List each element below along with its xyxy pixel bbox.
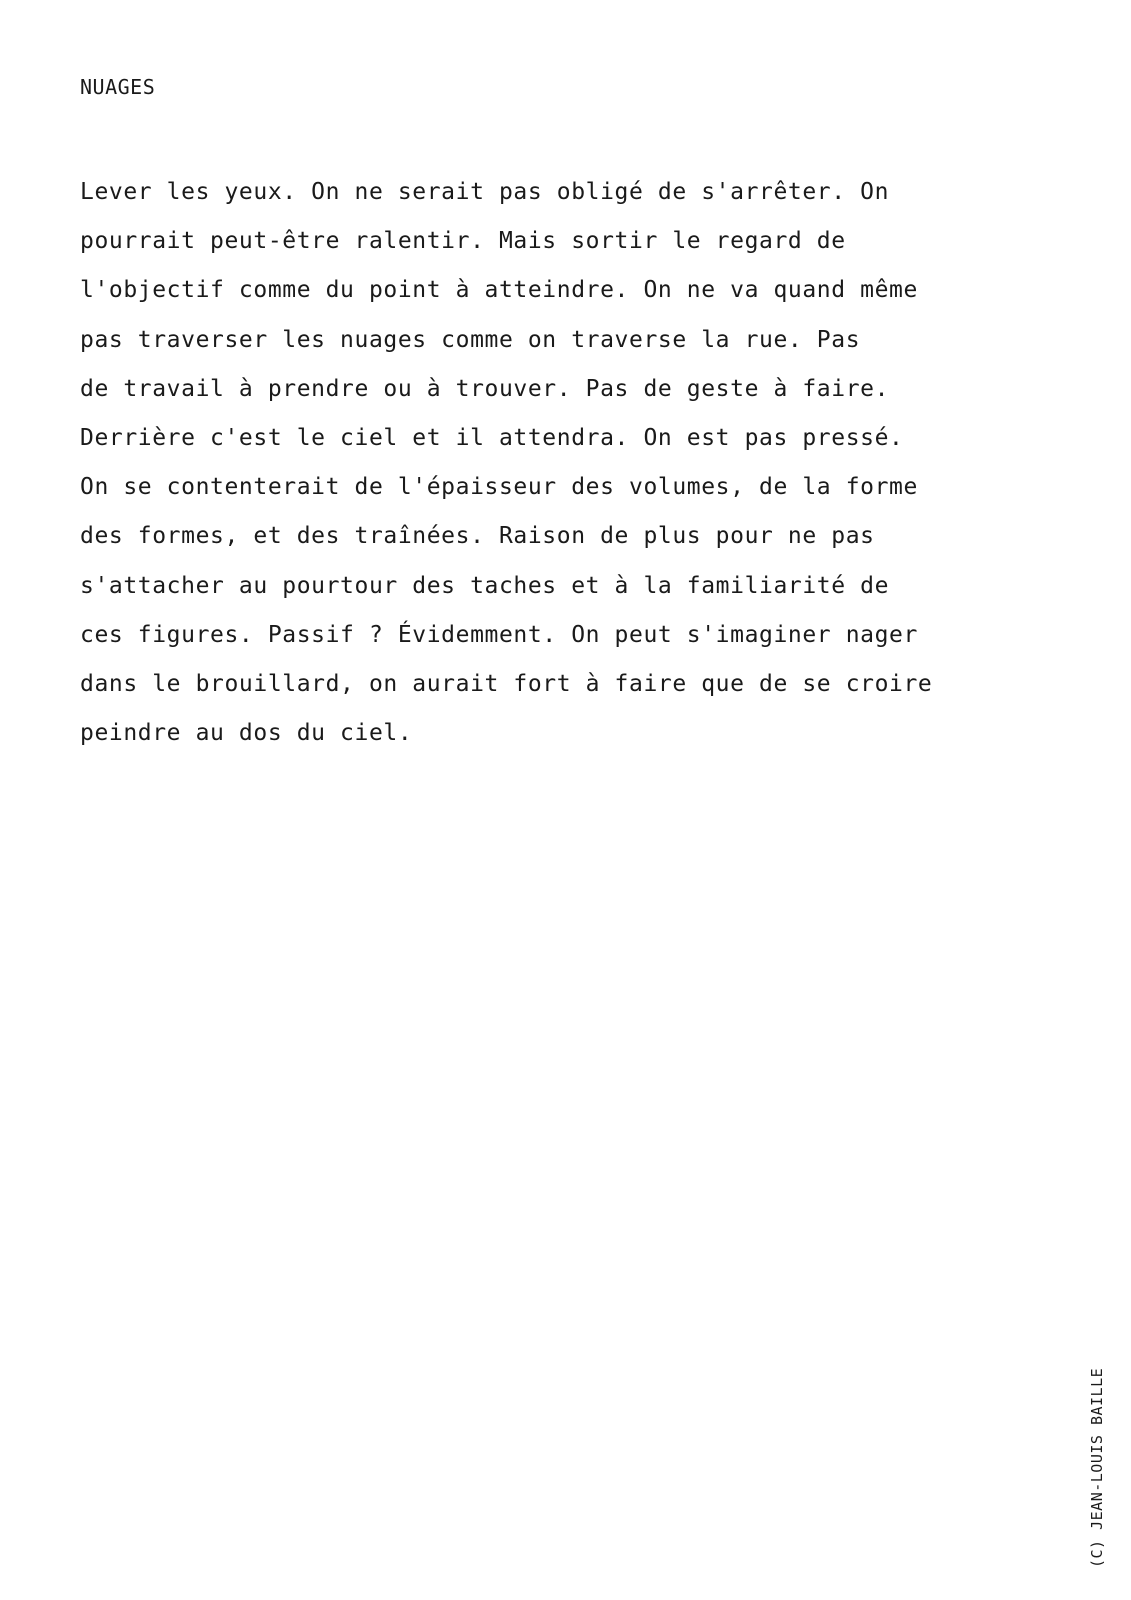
text-line: des formes, et des traînées. Raison de plus pour ne pas: [80, 523, 875, 550]
text-line: pourrait peut-être ralentir. Mais sortir le regard de: [80, 228, 846, 255]
text-line: On se contenterait de l'épaisseur des volumes, de la forme: [80, 474, 918, 501]
text-line: s'attacher au pourtour des taches et à la familiarité de: [80, 572, 890, 599]
document-title: NUAGES: [80, 75, 156, 99]
text-line: pas traverser les nuages comme on traverse la rue. Pas: [80, 326, 861, 353]
text-line: Lever les yeux. On ne serait pas obligé de s'arrêter. On: [80, 179, 890, 205]
text-line: peindre au dos du ciel.: [80, 720, 413, 747]
text-line: l'objectif comme du point à atteindre. On ne va quand même: [80, 277, 918, 304]
text-line: ces figures. Passif ? Évidemment. On peut s'imaginer nager: [80, 621, 918, 648]
text-line: dans le brouillard, on aurait fort à faire que de se croire: [80, 671, 933, 698]
text-line: Derrière c'est le ciel et il attendra. On est pas pressé.: [80, 425, 904, 452]
copyright-notice: (C) JEAN-LOUIS BAILLE: [1088, 1367, 1106, 1568]
body-text: [80, 168, 1080, 758]
text-line: de travail à prendre ou à trouver. Pas de geste à faire.: [80, 375, 890, 402]
